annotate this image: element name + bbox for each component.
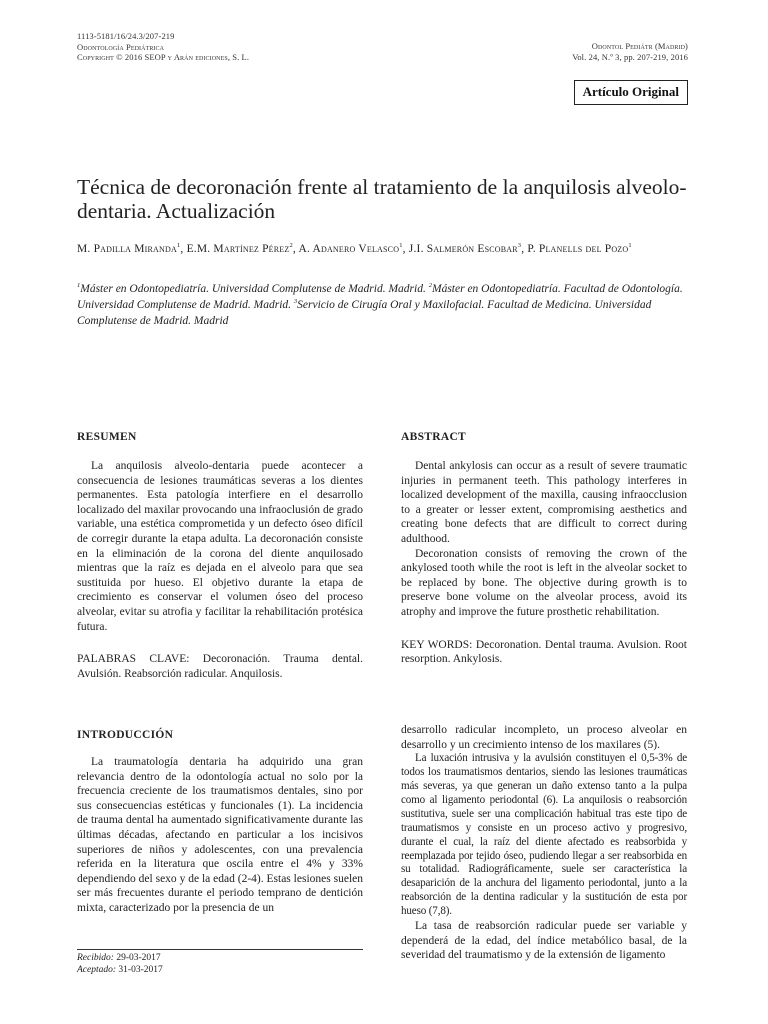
footnote-divider [77, 949, 363, 950]
abstract-paragraph: Dental ankylosis can occur as a result of severe traumatic injuries in permanent teeth. This pathology interferes in localized development of the maxilla, causing infraocclusion to a greater or lesser extent, compromising aesthetics and creating bone defects that are difficult to correct during adulthood. [401, 460, 687, 545]
affiliation-number: 1 [77, 282, 81, 290]
resumen-paragraph: La anquilosis alveolo-dentaria puede acontecer a consecuencia de lesiones traumáticas severas a los dientes permanentes. Esta patología interfiere en el desarrollo localizado del maxilar provocando una infraoclusión de grado variable, una estética comprometida y un defecto óseo difícil de corregir durante la etapa adulta. La decoronación consiste en la eliminación de la corona del diente anquilosado mientras que la raíz es dejada en el alveolo para que sea sustituida por hueso. El objetivo durante la etapa de crecimiento es conservar el volumen óseo del proceso alveolar, evitar su atrofia y facilitar la rehabilitación protésica futura. [77, 460, 363, 633]
author-affiliation-mark: 1 [399, 242, 403, 250]
affiliation-text: Máster en Odontopediatría. Facultad de Odontología. Universidad Complutense de Madrid. Madrid. [77, 283, 683, 311]
introduccion-paragraph: La luxación intrusiva y la avulsión constituyen el 0,5-3% de todos los traumatismos dentarios, siendo las lesiones traumáticas más severas, ya que generan un daño extenso tanto a la pulpa como al ligamento periodontal (6). La anquilosis o reabsorción sustitutiva, suele ser una complicación habitual tras este tipo de traumatismos y consiste en un proceso activo y progresivo, durante el cual, la raíz del diente afectado es reabsorbida y reemplazada por tejido óseo, pudiendo llegar a ser reabsorbida en su totalidad. Radiográficamente, suele ser característica la desaparición de la anchura del ligamento periodontal, junto a la reabsorción de la dentina radicular y la sustitución de esta por hueso (7,8). [401, 752, 687, 918]
accepted-label: Aceptado: [77, 965, 117, 975]
resumen-heading: RESUMEN [77, 431, 137, 443]
accepted-date: 31-03-2017 [118, 965, 163, 975]
introduccion-left [77, 729, 363, 916]
author-affiliation-mark: 3 [517, 242, 522, 250]
author-name: E.M. Martínez Pérez [186, 243, 290, 255]
introduccion-paragraph: desarrollo radicular incompleto, un proceso alveolar en desarrollo y un crecimiento intenso de los maxilares (5). [401, 724, 687, 751]
author-affiliation-mark: 1 [628, 242, 632, 250]
received-line [77, 952, 163, 964]
received-dates [77, 952, 163, 976]
affiliation-number: 3 [293, 298, 298, 306]
journal-header-left [77, 31, 249, 63]
doi-code: 1113-5181/16/24.3/207-219 [77, 31, 175, 41]
author-name: M. Padilla Miranda [77, 243, 177, 255]
affiliation-number: 2 [428, 282, 432, 290]
author-affiliation-mark: 2 [289, 242, 293, 250]
introduccion-body-left [77, 755, 363, 916]
affiliations [77, 281, 692, 329]
author-name: A. Adanero Velasco [298, 243, 400, 255]
abstract-paragraph: Decoronation consists of removing the crown of the ankylosed tooth while the root is left in the alveolar socket to be replaced by bone. The objective during growth is to preserve bone volume on the alveolar process, avoid its atrophy and improve the future prosthetic rehabilitation. [401, 547, 687, 618]
received-label: Recibido: [77, 953, 114, 963]
copyright-line: Copyright © 2016 SEOP y Arán ediciones, S. L. [77, 52, 250, 62]
author-separator: , [180, 243, 187, 255]
introduccion-body-right [401, 723, 687, 963]
affiliation-text: Máster en Odontopediatría. Universidad Complutense de Madrid. Madrid. [80, 283, 429, 295]
received-date: 29-03-2017 [116, 953, 161, 963]
introduccion-paragraph: La tasa de reabsorción radicular puede ser variable y dependerá de la edad, del índice metabólico basal, de la severidad del traumatismo y de la extensión de ligamento [401, 920, 687, 962]
journal-abbrev: Odontol Pediátr (Madrid) [591, 41, 688, 51]
key-words: KEY WORDS: Decoronation. Dental trauma. Avulsion. Root resorption. Ankylosis. [401, 638, 687, 666]
journal-name: Odontología Pediátrica [77, 41, 165, 52]
resumen-body [77, 459, 363, 634]
author-name: P. Planells del Pozo [527, 243, 629, 255]
introduccion-paragraph: La traumatología dentaria ha adquirido una gran relevancia dentro de la odontología actual no solo por la frecuencia creciente de los traumatismos dentales, sino por sus consecuencias estéticas y funcionales (1). La incidencia de trauma dental ha aumentado significativamente durante las últimas décadas, afectando en particular a los incisivos superiores de niños y adolescentes, con una prevalencia referida en la literatura que oscila entre el 4% y 33% dependiendo del sexo y de la edad (2-4). Estas lesiones suelen ser más frecuentes durante el periodo temprano de dentición mixta, caracterizado por la presencia de un [77, 756, 363, 914]
introduccion-right [401, 723, 687, 963]
resumen-section [77, 431, 363, 681]
author-list [77, 241, 697, 257]
author-separator: , [402, 243, 409, 255]
journal-header-right [572, 41, 688, 62]
author-separator: , [292, 243, 299, 255]
affiliation-text: Servicio de Cirugía Oral y Maxilofacial. Facultad de Medicina. Universidad Complutense de Madrid. Madrid [77, 299, 652, 327]
abstract-heading: ABSTRACT [401, 431, 467, 443]
abstract-body [401, 459, 687, 620]
author-affiliation-mark: 1 [176, 242, 181, 250]
accepted-line [77, 964, 163, 976]
volume-info: Vol. 24, N.º 3, pp. 207-219, 2016 [572, 51, 688, 62]
author-separator: , [521, 243, 528, 255]
palabras-clave: PALABRAS CLAVE: Decoronación. Trauma dental. Avulsión. Reabsorción radicular. Anquilosis. [77, 653, 363, 680]
introduccion-heading: INTRODUCCIÓN [77, 729, 174, 741]
abstract-section [401, 431, 687, 667]
article-title: Técnica de decoronación frente al tratamiento de la anquilosis alveolo-dentaria. Actualización [77, 175, 687, 223]
article-type-badge: Artículo Original [574, 80, 688, 105]
author-name: J.I. Salmerón Escobar [408, 243, 518, 255]
